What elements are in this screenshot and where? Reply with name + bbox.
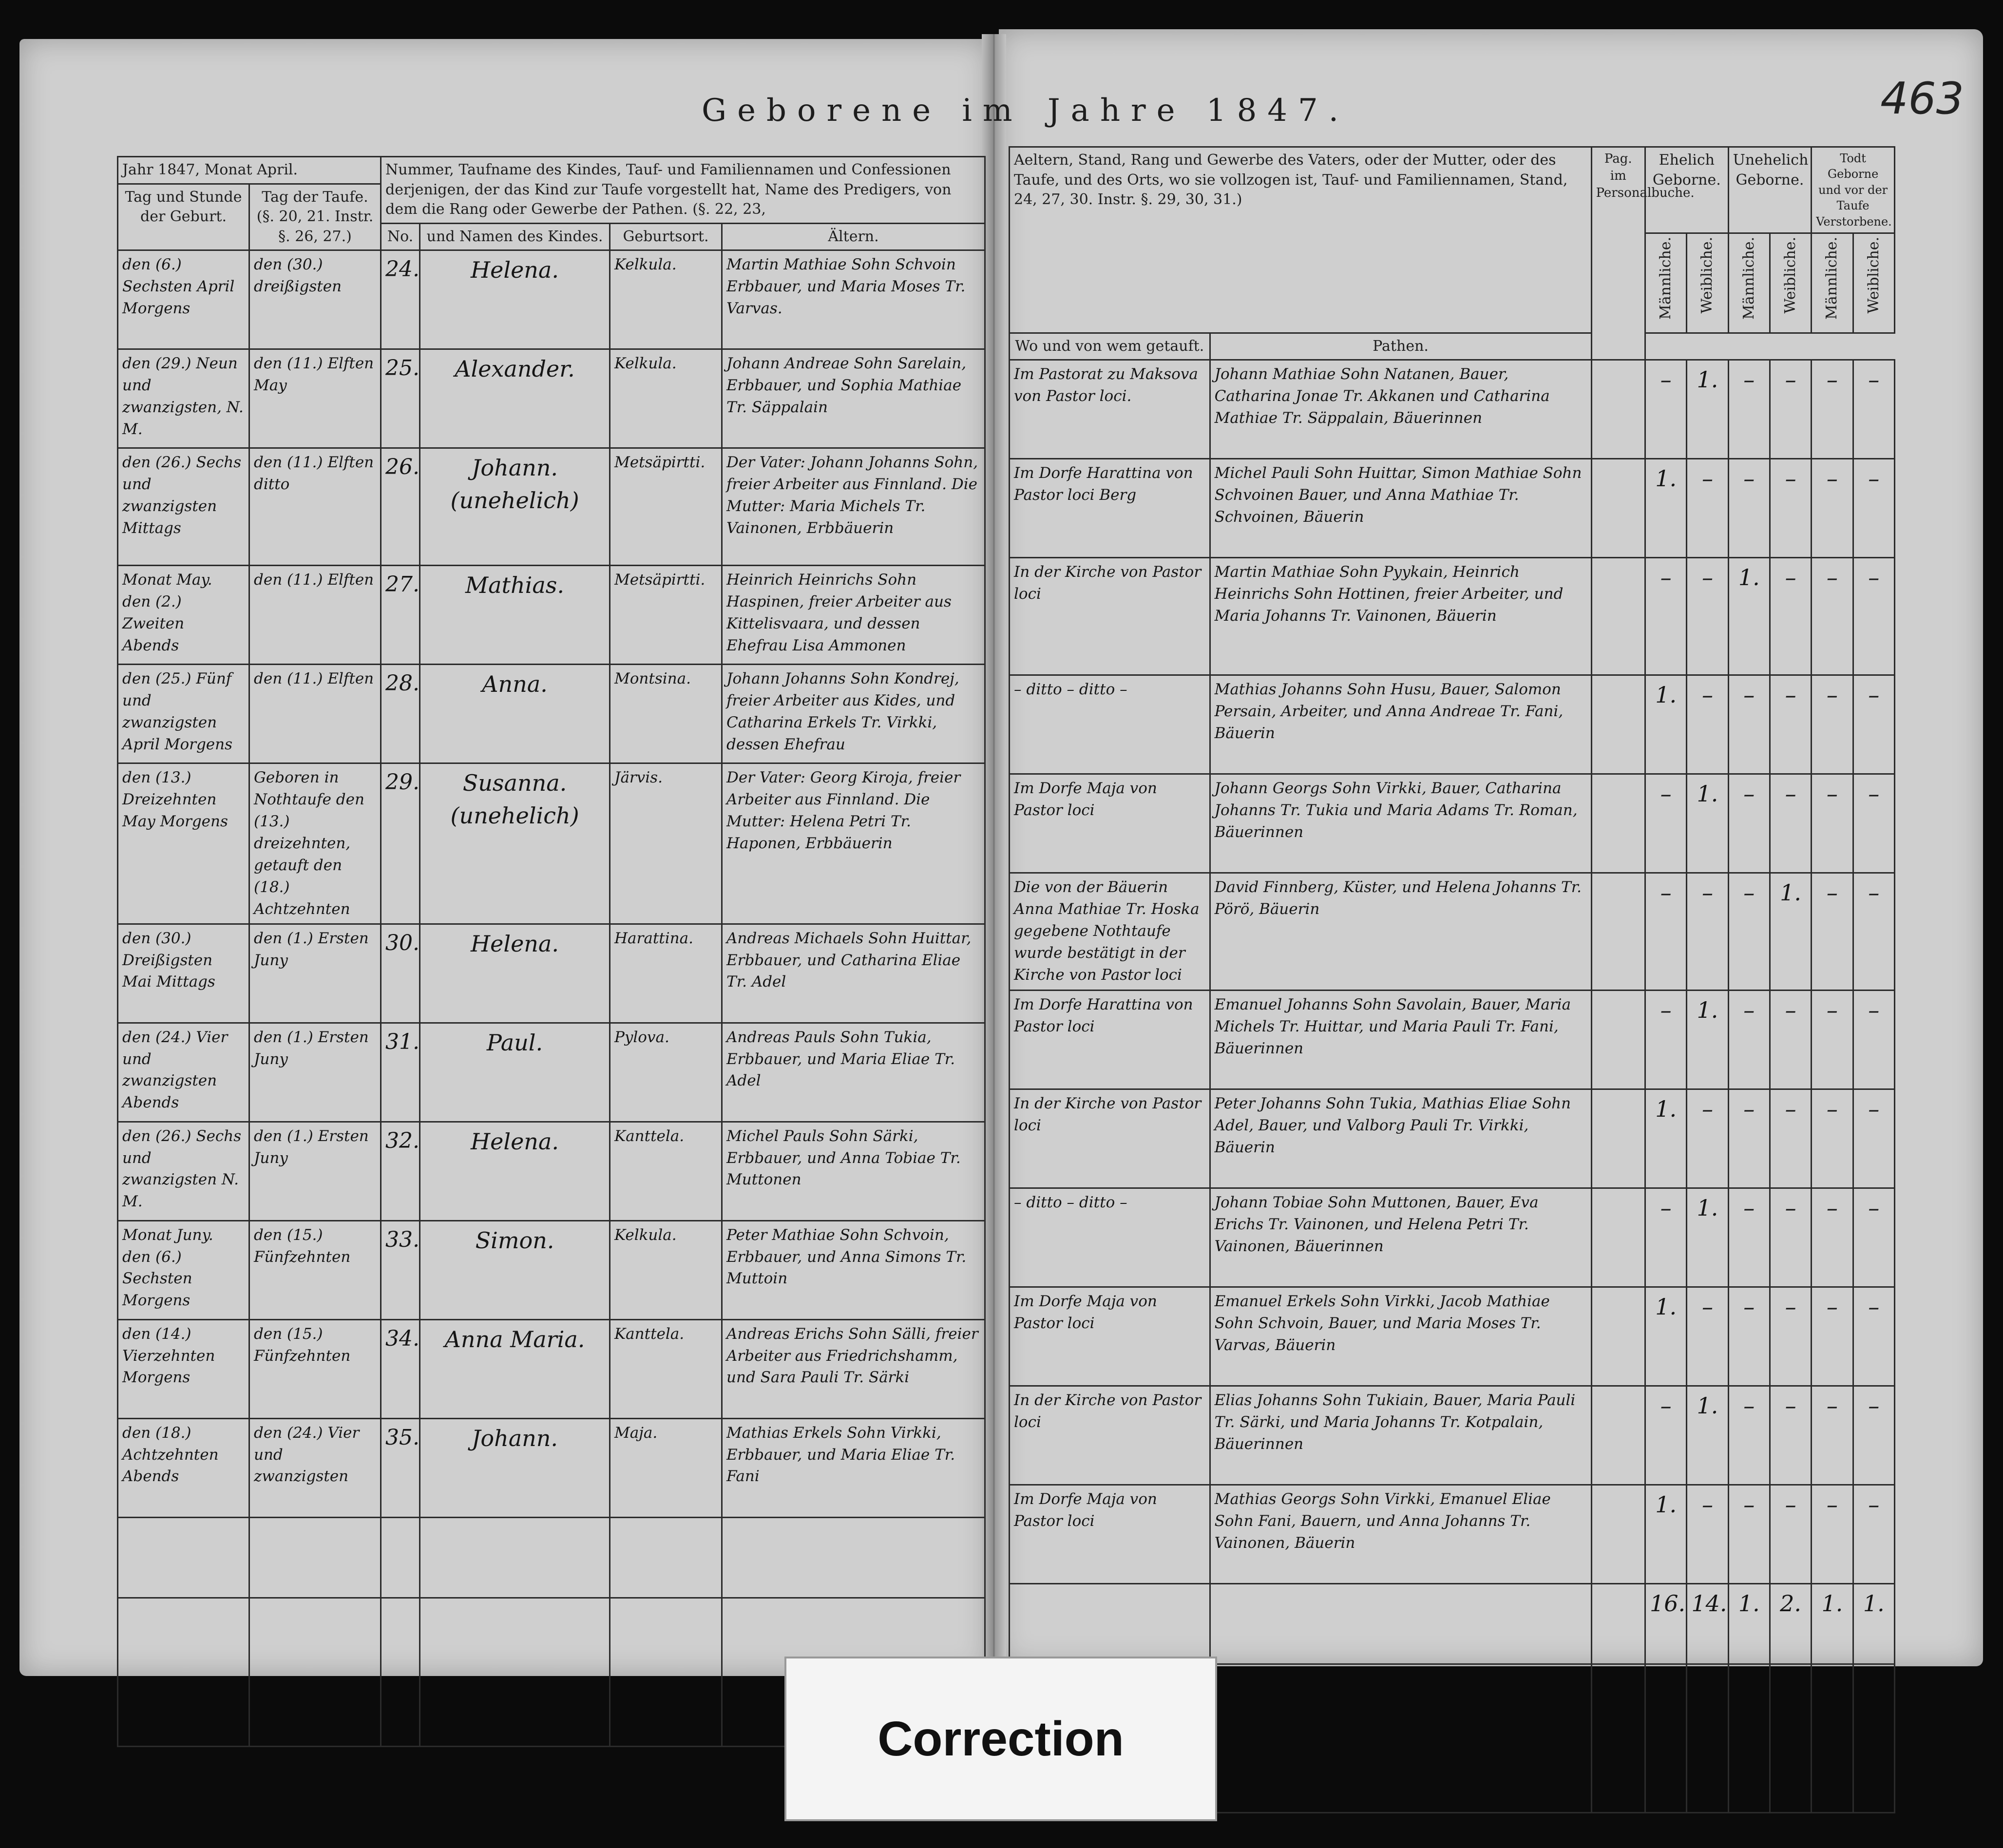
- legit-female-cell: –: [1687, 873, 1728, 991]
- baptism-cell: den (11.) Elften: [249, 566, 381, 665]
- dead-female-cell: –: [1853, 459, 1894, 558]
- legit-male-cell: 1.: [1645, 1287, 1687, 1386]
- page-title-right: Jahre 1847.: [1048, 93, 1350, 129]
- baptism-place-cell: Im Dorfe Harattina von Pastor loci: [1010, 991, 1210, 1089]
- illegit-male-cell: –: [1728, 774, 1770, 873]
- entry-number-cell: 30.: [381, 924, 420, 1023]
- illegit-male-cell: –: [1728, 991, 1770, 1089]
- no-header: No.: [381, 223, 420, 250]
- illegit-male-cell: 1.: [1728, 558, 1770, 675]
- dead-male-cell: –: [1812, 774, 1853, 873]
- baptism-cell: den (1.) Ersten Juny: [249, 924, 381, 1023]
- parents-cell: Mathias Erkels Sohn Virkki, Erbbauer, und Maria Eliae Tr. Fani: [722, 1418, 985, 1517]
- birth-cell: den (24.) Vier und zwanzigsten Abends: [118, 1023, 249, 1122]
- child-name-cell: Simon.: [420, 1220, 610, 1319]
- birthplace-cell: Montsina.: [610, 665, 722, 763]
- pag-cell: [1591, 873, 1645, 991]
- child-name-cell: Johann.: [420, 1418, 610, 1517]
- dead-female-cell: –: [1853, 1485, 1894, 1584]
- legit-male-cell: 1.: [1645, 459, 1687, 558]
- empty-cell: [118, 1517, 249, 1598]
- birth-cell: den (29.) Neun und zwanzigsten, N. M.: [118, 349, 249, 448]
- parents-cell: Andreas Pauls Sohn Tukia, Erbbauer, und Maria Eliae Tr. Adel: [722, 1023, 985, 1122]
- legit-male-cell: 1.: [1645, 1485, 1687, 1584]
- illegit-female-cell: –: [1770, 360, 1811, 459]
- empty-cell: [1210, 1584, 1591, 1664]
- table-row: [118, 1418, 985, 1517]
- baptism-place-header: Wo und von wem getauft.: [1010, 333, 1210, 360]
- empty-cell: [420, 1517, 610, 1598]
- table-row: [118, 1220, 985, 1319]
- illegit-male-cell: –: [1728, 360, 1770, 459]
- baptism-cell: den (15.) Fünfzehnten: [249, 1319, 381, 1418]
- empty-cell: [1010, 1584, 1210, 1664]
- parents-cell: Der Vater: Georg Kiroja, freier Arbeiter aus Finnland. Die Mutter: Helena Petri Tr. Haponen, Erbbäuerin: [722, 763, 985, 924]
- table-row: [118, 1319, 985, 1418]
- child-name-header: und Namen des Kindes.: [420, 223, 610, 250]
- illegit-male-cell: –: [1728, 1485, 1770, 1584]
- baptism-place-cell: Die von der Bäuerin Anna Mathiae Tr. Hoska gegebene Nothtaufe wurde bestätigt in der Kirche von Pastor loci: [1010, 873, 1210, 991]
- birth-cell: den (6.) Sechsten April Morgens: [118, 250, 249, 349]
- table-row: [1010, 1188, 1895, 1287]
- total-if-cell: 2.: [1770, 1584, 1811, 1664]
- pag-cell: [1591, 1089, 1645, 1188]
- illegit-female-cell: –: [1770, 774, 1811, 873]
- baptism-cell: den (11.) Elften May: [249, 349, 381, 448]
- sponsors-cell: Emanuel Johanns Sohn Savolain, Bauer, Maria Michels Tr. Huittar, und Maria Pauli Tr. Fani, Bäuerinnen: [1210, 991, 1591, 1089]
- birthplace-cell: Kelkula.: [610, 349, 722, 448]
- baptism-cell: den (11.) Elften ditto: [249, 448, 381, 566]
- pag-cell: [1591, 360, 1645, 459]
- parents-cell: Johann Andreae Sohn Sarelain, Erbbauer, und Sophia Mathiae Tr. Säppalain: [722, 349, 985, 448]
- illegit-female-cell: –: [1770, 1287, 1811, 1386]
- sponsors-cell: Michel Pauli Sohn Huittar, Simon Mathiae Sohn Schvoinen Bauer, und Anna Mathiae Tr. Schvoinen, Bäuerin: [1210, 459, 1591, 558]
- table-row: [118, 566, 985, 665]
- entry-number-cell: 28.: [381, 665, 420, 763]
- empty-cell: [1645, 1664, 1687, 1813]
- pag-cell: [1591, 774, 1645, 873]
- parents-header: Ältern.: [722, 223, 985, 250]
- dead-female-cell: –: [1853, 360, 1894, 459]
- legit-female-cell: –: [1687, 1287, 1728, 1386]
- baptism-cell: den (15.) Fünfzehnten: [249, 1220, 381, 1319]
- baptism-cell: Geboren in Nothtaufe den (13.) dreizehnten, getauft den (18.) Achtzehnten: [249, 763, 381, 924]
- illegit-male-cell: –: [1728, 873, 1770, 991]
- birthplace-cell: Harattina.: [610, 924, 722, 1023]
- table-row: [118, 763, 985, 924]
- dead-male-header: Männliche.: [1812, 233, 1853, 333]
- baptism-header: Tag der Taufe. (§. 20, 21. Instr. §. 26, 27.): [249, 184, 381, 250]
- correction-text: Correction: [878, 1711, 1124, 1766]
- total-lf-cell: 14.: [1687, 1584, 1728, 1664]
- legit-male-header: Männliche.: [1645, 233, 1687, 333]
- legit-female-cell: –: [1687, 459, 1728, 558]
- illegit-female-header: Weibliche.: [1770, 233, 1811, 333]
- empty-cell: [420, 1598, 610, 1746]
- dead-female-cell: –: [1853, 1188, 1894, 1287]
- birth-cell: den (25.) Fünf und zwanzigsten April Morgens: [118, 665, 249, 763]
- sponsors-cell: Martin Mathiae Sohn Pyykain, Heinrich Heinrichs Sohn Hottinen, freier Arbeiter, und Maria Johanns Tr. Vainonen, Bäuerin: [1210, 558, 1591, 675]
- table-row: [1010, 1089, 1895, 1188]
- sponsors-cell: Johann Georgs Sohn Virkki, Bauer, Catharina Johanns Tr. Tukia und Maria Adams Tr. Roman, Bäuerinnen: [1210, 774, 1591, 873]
- total-im-cell: 1.: [1728, 1584, 1770, 1664]
- birthplace-cell: Maja.: [610, 1418, 722, 1517]
- illegit-female-cell: –: [1770, 459, 1811, 558]
- parents-cell: Der Vater: Johann Johanns Sohn, freier Arbeiter aus Finnland. Die Mutter: Maria Michels Tr. Vainonen, Erbbäuerin: [722, 448, 985, 566]
- birth-cell: Monat May. den (2.) Zweiten Abends: [118, 566, 249, 665]
- totals-row: [118, 1517, 985, 1598]
- legit-female-cell: 1.: [1687, 360, 1728, 459]
- baptism-place-cell: In der Kirche von Pastor loci: [1010, 1089, 1210, 1188]
- dead-male-cell: –: [1812, 558, 1853, 675]
- empty-cell: [249, 1598, 381, 1746]
- child-name-cell: Paul.: [420, 1023, 610, 1122]
- child-name-cell: Helena.: [420, 250, 610, 349]
- entry-number-cell: 27.: [381, 566, 420, 665]
- totals-row: [1010, 1584, 1895, 1664]
- legit-female-cell: 1.: [1687, 991, 1728, 1089]
- table-row: [1010, 1485, 1895, 1584]
- table-row: [1010, 774, 1895, 873]
- legit-female-cell: –: [1687, 1089, 1728, 1188]
- page-number: 463: [1880, 73, 1964, 124]
- legit-female-cell: –: [1687, 558, 1728, 675]
- year-month-header: Jahr 1847, Monat April.: [118, 157, 381, 184]
- birthplace-cell: Kelkula.: [610, 1220, 722, 1319]
- entry-group-header: Nummer, Taufname des Kindes, Tauf- und Familiennamen und Confessionen derjenigen, der das Kind zur Taufe vorgestellt hat, Name des Predigers, von dem die Rang oder Gewerbe der Pathen. (§. 22, 23,: [381, 157, 985, 224]
- illegit-male-cell: –: [1728, 1188, 1770, 1287]
- empty-cell: [381, 1517, 420, 1598]
- total-dm-cell: 1.: [1812, 1584, 1853, 1664]
- birth-cell: den (13.) Dreizehnten May Morgens: [118, 763, 249, 924]
- pag-cell: [1591, 1485, 1645, 1584]
- dead-female-header: Weibliche.: [1853, 233, 1894, 333]
- sponsors-header: Pathen.: [1210, 333, 1591, 360]
- total-df-cell: 1.: [1853, 1584, 1894, 1664]
- illegit-male-cell: –: [1728, 1089, 1770, 1188]
- legit-female-cell: 1.: [1687, 1188, 1728, 1287]
- illegit-male-cell: –: [1728, 459, 1770, 558]
- baptism-place-cell: – ditto – ditto –: [1010, 675, 1210, 774]
- legit-male-cell: –: [1645, 558, 1687, 675]
- legit-female-header: Weibliche.: [1687, 233, 1728, 333]
- page-title-left: Geborene im: [702, 93, 1023, 129]
- right-register-table: [1009, 146, 1895, 1813]
- dead-male-cell: –: [1812, 459, 1853, 558]
- parents-cell: Andreas Michaels Sohn Huittar, Erbbauer, und Catharina Eliae Tr. Adel: [722, 924, 985, 1023]
- empty-cell: [1210, 1664, 1591, 1813]
- table-row: [118, 924, 985, 1023]
- stillborn-header: Todt Geborne und vor der Taufe Verstorbene.: [1812, 147, 1895, 233]
- dead-female-cell: –: [1853, 774, 1894, 873]
- table-row: [1010, 459, 1895, 558]
- birthplace-cell: Kanttela.: [610, 1319, 722, 1418]
- dead-male-cell: –: [1812, 1386, 1853, 1485]
- entry-number-cell: 31.: [381, 1023, 420, 1122]
- baptism-place-cell: Im Dorfe Harattina von Pastor loci Berg: [1010, 459, 1210, 558]
- total-lm-cell: 16.: [1645, 1584, 1687, 1664]
- illegit-female-cell: –: [1770, 558, 1811, 675]
- birthplace-cell: Järvis.: [610, 763, 722, 924]
- illegit-male-cell: –: [1728, 1287, 1770, 1386]
- birthplace-cell: Metsäpirtti.: [610, 566, 722, 665]
- birthplace-cell: Metsäpirtti.: [610, 448, 722, 566]
- correction-label: [784, 1657, 1217, 1821]
- illegit-female-cell: –: [1770, 675, 1811, 774]
- illegit-male-header: Männliche.: [1728, 233, 1770, 333]
- pag-cell: [1591, 1188, 1645, 1287]
- parents-cell: Michel Pauls Sohn Särki, Erbbauer, und Anna Tobiae Tr. Muttonen: [722, 1122, 985, 1220]
- dead-female-cell: –: [1853, 558, 1894, 675]
- entry-number-cell: 26.: [381, 448, 420, 566]
- entry-number-cell: 32.: [381, 1122, 420, 1220]
- child-name-cell: Mathias.: [420, 566, 610, 665]
- sponsors-cell: Peter Johanns Sohn Tukia, Mathias Eliae Sohn Adel, Bauer, und Valborg Pauli Tr. Virkki, Bäuerin: [1210, 1089, 1591, 1188]
- sponsors-cell: Johann Tobiae Sohn Muttonen, Bauer, Eva Erichs Tr. Vainonen, und Helena Petri Tr. Vainonen, Bäuerinnen: [1210, 1188, 1591, 1287]
- pag-cell: [1591, 558, 1645, 675]
- table-row: [1010, 558, 1895, 675]
- child-name-cell: Anna Maria.: [420, 1319, 610, 1418]
- sponsors-cell: Johann Mathiae Sohn Natanen, Bauer, Catharina Jonae Tr. Akkanen und Catharina Mathiae Tr. Säppalain, Bäuerinnen: [1210, 360, 1591, 459]
- baptism-place-cell: In der Kirche von Pastor loci: [1010, 558, 1210, 675]
- dead-male-cell: –: [1812, 1287, 1853, 1386]
- baptism-place-cell: Im Dorfe Maja von Pastor loci: [1010, 1287, 1210, 1386]
- empty-cell: [1812, 1664, 1853, 1813]
- table-row: [118, 250, 985, 349]
- sponsors-cell: Emanuel Erkels Sohn Virkki, Jacob Mathiae Sohn Schvoin, Bauer, und Maria Moses Tr. Varvas, Bäuerin: [1210, 1287, 1591, 1386]
- birthplace-cell: Kelkula.: [610, 250, 722, 349]
- table-row: [1010, 873, 1895, 991]
- empty-cell: [1728, 1664, 1770, 1813]
- empty-cell: [118, 1598, 249, 1746]
- empty-cell: [1853, 1664, 1894, 1813]
- sponsors-cell: Mathias Johanns Sohn Husu, Bauer, Salomon Persain, Arbeiter, und Anna Andreae Tr. Fani, Bäuerin: [1210, 675, 1591, 774]
- child-name-cell: Johann. (unehelich): [420, 448, 610, 566]
- parents-cell: Johann Johanns Sohn Kondrej, freier Arbeiter aus Kides, und Catharina Erkels Tr. Virkki, dessen Ehefrau: [722, 665, 985, 763]
- empty-cell: [610, 1517, 722, 1598]
- baptism-place-cell: Im Pastorat zu Maksova von Pastor loci.: [1010, 360, 1210, 459]
- legit-male-cell: –: [1645, 1386, 1687, 1485]
- illegit-female-cell: –: [1770, 1188, 1811, 1287]
- dead-male-cell: –: [1812, 991, 1853, 1089]
- details-group-header: Aeltern, Stand, Rang und Gewerbe des Vaters, oder der Mutter, oder des Taufe, und des Orts, wo sie vollzogen ist, Tauf- und Familiennamen, Stand, 24, 27, 30. Instr. §. 29, 30, 31.): [1010, 147, 1592, 333]
- child-name-cell: Helena.: [420, 1122, 610, 1220]
- pag-cell: [1591, 675, 1645, 774]
- legit-male-cell: –: [1645, 1188, 1687, 1287]
- legit-male-cell: –: [1645, 774, 1687, 873]
- birth-cell: den (30.) Dreißigsten Mai Mittags: [118, 924, 249, 1023]
- birth-cell: den (14.) Vierzehnten Morgens: [118, 1319, 249, 1418]
- entry-number-cell: 34.: [381, 1319, 420, 1418]
- dead-male-cell: –: [1812, 1485, 1853, 1584]
- entry-number-cell: 24.: [381, 250, 420, 349]
- dead-female-cell: –: [1853, 1287, 1894, 1386]
- legit-male-cell: –: [1645, 991, 1687, 1089]
- table-row: [118, 448, 985, 566]
- dead-male-cell: –: [1812, 675, 1853, 774]
- table-row: [1010, 991, 1895, 1089]
- empty-cell: [722, 1517, 985, 1598]
- dead-male-cell: –: [1812, 1188, 1853, 1287]
- baptism-place-cell: In der Kirche von Pastor loci: [1010, 1386, 1210, 1485]
- birthplace-cell: Kanttela.: [610, 1122, 722, 1220]
- dead-female-cell: –: [1853, 1386, 1894, 1485]
- left-register-table: [117, 156, 986, 1747]
- parents-cell: Peter Mathiae Sohn Schvoin, Erbbauer, und Anna Simons Tr. Muttoin: [722, 1220, 985, 1319]
- pag-cell: [1591, 991, 1645, 1089]
- legit-female-cell: –: [1687, 675, 1728, 774]
- legit-female-cell: –: [1687, 1485, 1728, 1584]
- parents-cell: Andreas Erichs Sohn Sälli, freier Arbeiter aus Friedrichshamm, und Sara Pauli Tr. Särki: [722, 1319, 985, 1418]
- birth-cell: den (18.) Achtzehnten Abends: [118, 1418, 249, 1517]
- baptism-cell: den (30.) dreißigsten: [249, 250, 381, 349]
- table-row: [1010, 675, 1895, 774]
- baptism-cell: den (24.) Vier und zwanzigsten: [249, 1418, 381, 1517]
- empty-cell: [1591, 1664, 1645, 1813]
- dead-male-cell: –: [1812, 360, 1853, 459]
- empty-cell: [1591, 1584, 1645, 1664]
- baptism-place-cell: Im Dorfe Maja von Pastor loci: [1010, 774, 1210, 873]
- birthplace-cell: Pylova.: [610, 1023, 722, 1122]
- child-name-cell: Anna.: [420, 665, 610, 763]
- dead-female-cell: –: [1853, 1089, 1894, 1188]
- empty-cell: [1687, 1664, 1728, 1813]
- dead-male-cell: –: [1812, 873, 1853, 991]
- legitimate-header: Ehelich Geborne.: [1645, 147, 1729, 233]
- illegit-female-cell: –: [1770, 1089, 1811, 1188]
- birth-cell: den (26.) Sechs und zwanzigsten N. M.: [118, 1122, 249, 1220]
- sponsors-cell: Mathias Georgs Sohn Virkki, Emanuel Eliae Sohn Fani, Bauern, und Anna Johanns Tr. Vainonen, Bäuerin: [1210, 1485, 1591, 1584]
- sponsors-cell: David Finnberg, Küster, und Helena Johanns Tr. Pörö, Bäuerin: [1210, 873, 1591, 991]
- entry-number-cell: 35.: [381, 1418, 420, 1517]
- illegit-female-cell: –: [1770, 991, 1811, 1089]
- empty-cell: [610, 1598, 722, 1746]
- baptism-cell: den (1.) Ersten Juny: [249, 1122, 381, 1220]
- child-name-cell: Susanna. (unehelich): [420, 763, 610, 924]
- table-row: [118, 1122, 985, 1220]
- illegit-female-cell: 1.: [1770, 873, 1811, 991]
- dead-female-cell: –: [1853, 873, 1894, 991]
- sponsors-cell: Elias Johanns Sohn Tukiain, Bauer, Maria Pauli Tr. Särki, und Maria Johanns Tr. Kotpalain, Bäuerinnen: [1210, 1386, 1591, 1485]
- baptism-place-cell: Im Dorfe Maja von Pastor loci: [1010, 1485, 1210, 1584]
- table-row: [1010, 1386, 1895, 1485]
- dead-female-cell: –: [1853, 675, 1894, 774]
- entry-number-cell: 29.: [381, 763, 420, 924]
- baptism-cell: den (1.) Ersten Juny: [249, 1023, 381, 1122]
- illegit-female-cell: –: [1770, 1386, 1811, 1485]
- illegit-male-cell: –: [1728, 1386, 1770, 1485]
- legit-male-cell: 1.: [1645, 675, 1687, 774]
- table-row: [1010, 360, 1895, 459]
- birth-cell: Monat Juny. den (6.) Sechsten Morgens: [118, 1220, 249, 1319]
- legit-male-cell: –: [1645, 873, 1687, 991]
- legit-female-cell: 1.: [1687, 1386, 1728, 1485]
- legit-male-cell: 1.: [1645, 1089, 1687, 1188]
- dead-male-cell: –: [1812, 1089, 1853, 1188]
- pag-cell: [1591, 1386, 1645, 1485]
- pag-header: Pag. im Personalbuche.: [1591, 147, 1645, 360]
- parents-cell: Martin Mathiae Sohn Schvoin Erbbauer, und Maria Moses Tr. Varvas.: [722, 250, 985, 349]
- baptism-place-cell: – ditto – ditto –: [1010, 1188, 1210, 1287]
- empty-cell: [249, 1517, 381, 1598]
- pag-cell: [1591, 459, 1645, 558]
- illegit-male-cell: –: [1728, 675, 1770, 774]
- parents-cell: Heinrich Heinrichs Sohn Haspinen, freier Arbeiter aus Kittelisvaara, und dessen Ehefrau Lisa Ammonen: [722, 566, 985, 665]
- table-row: [118, 665, 985, 763]
- table-row: [118, 1023, 985, 1122]
- empty-cell: [1770, 1664, 1811, 1813]
- birth-cell: den (26.) Sechs und zwanzigsten Mittags: [118, 448, 249, 566]
- pag-cell: [1591, 1287, 1645, 1386]
- child-name-cell: Helena.: [420, 924, 610, 1023]
- baptism-cell: den (11.) Elften: [249, 665, 381, 763]
- illegit-female-cell: –: [1770, 1485, 1811, 1584]
- entry-number-cell: 33.: [381, 1220, 420, 1319]
- birthplace-header: Geburtsort.: [610, 223, 722, 250]
- table-row: [118, 349, 985, 448]
- illegitimate-header: Unehelich Geborne.: [1728, 147, 1812, 233]
- birth-header: Tag und Stunde der Geburt.: [118, 184, 249, 250]
- entry-number-cell: 25.: [381, 349, 420, 448]
- legit-male-cell: –: [1645, 360, 1687, 459]
- dead-female-cell: –: [1853, 991, 1894, 1089]
- empty-cell: [381, 1598, 420, 1746]
- legit-female-cell: 1.: [1687, 774, 1728, 873]
- table-row: [1010, 1287, 1895, 1386]
- child-name-cell: Alexander.: [420, 349, 610, 448]
